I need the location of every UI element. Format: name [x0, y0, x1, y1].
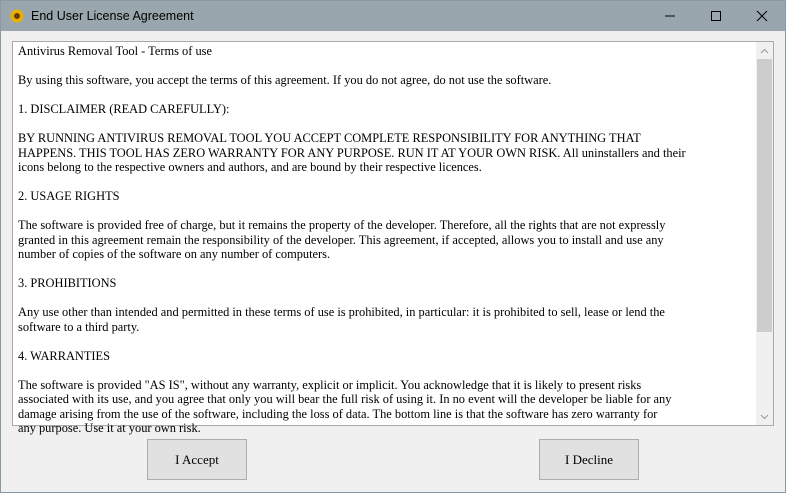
license-heading: Antivirus Removal Tool - Terms of use [18, 44, 212, 58]
chevron-down-icon [760, 414, 769, 420]
window-title: End User License Agreement [31, 9, 194, 23]
decline-button[interactable]: I Decline [539, 439, 639, 480]
maximize-icon [711, 11, 721, 21]
license-text [18, 44, 756, 450]
minimize-icon [665, 11, 675, 21]
close-button[interactable] [739, 1, 785, 31]
maximize-button[interactable] [693, 1, 739, 31]
scrollbar-thumb[interactable] [757, 59, 772, 332]
section-disclaimer-body: BY RUNNING ANTIVIRUS REMOVAL TOOL YOU ACCEPT COMPLETE RESPONSIBILITY FOR ANYTHING THAT HAPPENS. THIS TOOL HAS ZERO WARRANTY FOR ANY PURPOSE. RUN IT AT YOUR OWN RISK. All uninstallers and their icons belong to the respective owners and authors, and are bound by their respective licences. [18, 131, 686, 174]
section-prohibitions-body: Any use other than intended and permitted in these terms of use is prohibited, in particular: it is prohibited to sell, lease or lend the software to a third party. [18, 305, 665, 334]
minimize-button[interactable] [647, 1, 693, 31]
section-usage-title: 2. USAGE RIGHTS [18, 189, 120, 203]
license-intro: By using this software, you accept the terms of this agreement. If you do not agree, do not use the software. [18, 73, 552, 87]
section-prohibitions-title: 3. PROHIBITIONS [18, 276, 117, 290]
section-usage-body: The software is provided free of charge, but it remains the property of the developer. Therefore, all the rights that are not expressly granted in this agreement remain the responsibility of the developer. This agreement, if accepted, allows you to install and use any number of copies of the software on any number of computers. [18, 218, 666, 261]
chevron-up-icon [760, 48, 769, 54]
close-icon [757, 11, 767, 21]
scroll-down-button[interactable] [756, 408, 773, 425]
sunflower-icon [10, 9, 24, 23]
license-text-box[interactable] [12, 41, 774, 435]
scroll-up-button[interactable] [756, 42, 773, 59]
accept-button[interactable]: I Accept [147, 439, 247, 480]
section-warranties-body: The software is provided "AS IS", without any warranty, explicit or implicit. You acknowledge that it is likely to present risks associated with its use, and you agree that only you will bear the full risk of using it. In no event will the developer be liable for any damage arising from the use of the software, including the loss of data. The bottom line is that the software has zero warranty for any purpose. Use it at your own risk. [18, 377, 672, 435]
section-warranties-title: 4. WARRANTIES [18, 348, 111, 363]
section-disclaimer-title: 1. DISCLAIMER (READ CAREFULLY): [18, 102, 230, 116]
title-bar[interactable] [1, 1, 785, 31]
vertical-scrollbar[interactable] [756, 42, 773, 425]
